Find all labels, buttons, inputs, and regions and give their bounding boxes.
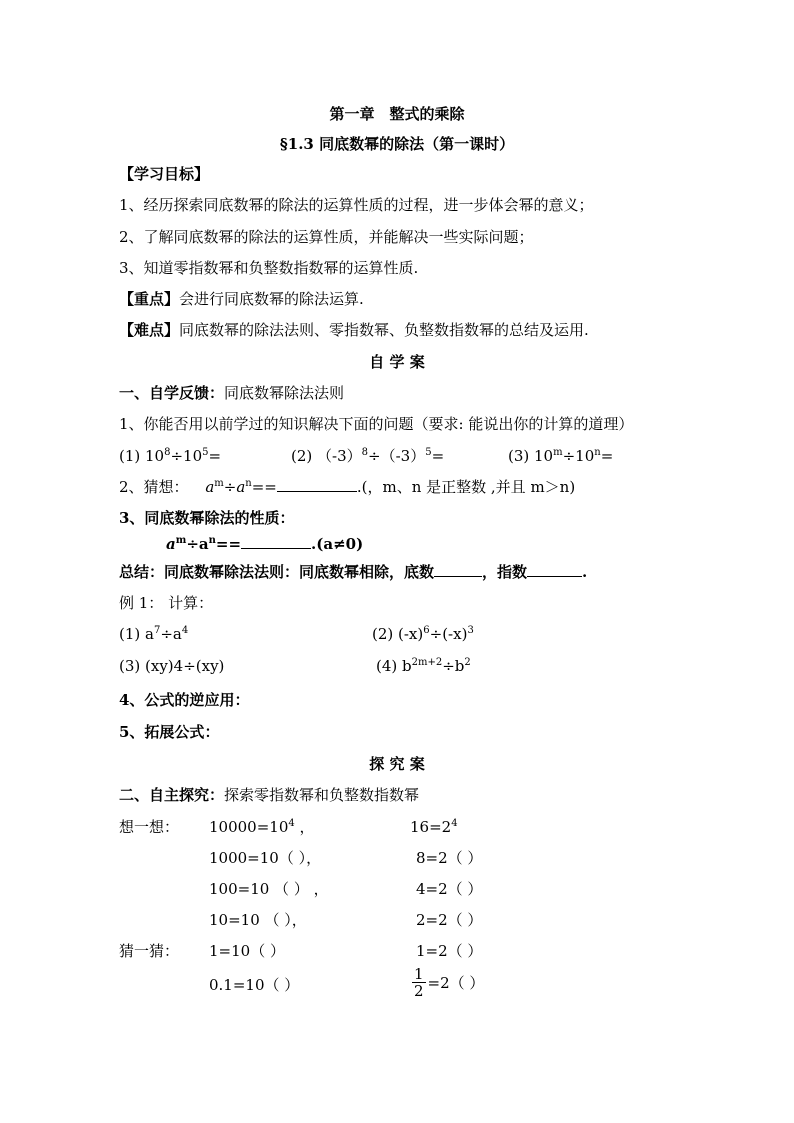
q2-exp1: m: [214, 478, 224, 489]
q1-item-2-div: ÷（-3）: [368, 447, 426, 465]
guess-row-1-right: 1=2（ ）: [416, 942, 483, 960]
explore-heading-text: 探索零指数幂和负整数指数幂: [224, 786, 420, 804]
q2-div: ÷a: [223, 478, 246, 496]
example-3: (3) (xy)4÷(xy): [119, 657, 225, 675]
summary-exponent-label: ，指数: [482, 563, 528, 581]
self-study-title: 自 学 案: [369, 353, 425, 371]
question-3: 3、同底数幂除法的性质：: [119, 509, 295, 527]
think-row-2-right: 8=2（ ）: [416, 849, 483, 867]
q3-base: a: [166, 535, 176, 553]
q1-item-3-exp1: m: [553, 447, 563, 458]
example-2: [372, 624, 474, 644]
guess-row-2-right-rest: =2（ ）: [427, 974, 485, 992]
q1-item-1-eq: =: [208, 447, 222, 465]
example-2-div: ÷(-x): [429, 625, 468, 643]
q2-exp2: n: [245, 478, 252, 489]
example-2-exp2: 3: [467, 625, 474, 636]
part1-heading: [119, 383, 344, 403]
example-4-exp1: 2m+2: [411, 657, 443, 668]
guess-row-2-left: 0.1=10（ ）: [209, 976, 300, 994]
guess-label: 猜一猜：: [119, 942, 180, 960]
q3-exp2: n: [208, 535, 216, 546]
key-point-label: 【重点】: [119, 290, 180, 308]
think-row-1-left-base: 10000=10: [209, 818, 289, 836]
think-row-1-right: [410, 817, 458, 837]
section-title: §1.3 同底数幂的除法（第一课时）: [279, 135, 515, 153]
think-row-4-right: 2=2（ ）: [416, 911, 483, 929]
difficulty-label: 【难点】: [119, 321, 180, 339]
example-1-base: (1) a: [119, 625, 154, 643]
q3-condition: .(a≠0): [311, 535, 364, 553]
one-half-fraction: [412, 966, 426, 999]
example-4-exp2: 2: [464, 657, 471, 668]
example-2-exp1: 6: [423, 625, 430, 636]
chapter-title: 第一章 整式的乘除: [329, 105, 465, 123]
think-label: 想一想：: [119, 818, 180, 836]
q1-item-2: [291, 446, 444, 466]
objectives-heading: 【学习目标】: [119, 165, 210, 183]
example-1-exp1: 7: [153, 625, 161, 636]
q2-condition: .(，m、n 是正整数 ,并且 m＞n): [356, 478, 576, 496]
key-point: [119, 289, 364, 309]
q1-item-1-exp1: 8: [164, 447, 171, 458]
fraction-denominator: 2: [414, 982, 424, 1000]
think-row-1-right-base: 16=2: [410, 818, 452, 836]
q1-item-2-exp2: 5: [425, 447, 432, 458]
question-4: 4、公式的逆应用：: [119, 691, 250, 709]
objective-item-1: 1、经历探索同底数幂的除法的运算性质的过程，进一步体会幂的意义；: [119, 196, 594, 214]
q1-item-2-base: (2) （-3）: [291, 447, 362, 465]
q1-item-1-exp2: 5: [202, 447, 209, 458]
think-row-3-left: 100=10 （ ） ，: [209, 880, 329, 898]
example-2-base: (2) (-x): [372, 625, 424, 643]
objective-item-3: 3、知道零指数幂和负整数指数幂的运算性质.: [119, 259, 419, 277]
q1-item-3-eq: =: [600, 447, 614, 465]
summary-end: .: [582, 563, 588, 581]
summary-base-blank[interactable]: [434, 562, 482, 577]
q1-item-1: [119, 446, 221, 466]
q1-item-1-div: ÷10: [170, 447, 203, 465]
guess-row-1-left: 1=10（ ）: [209, 942, 285, 960]
q2-answer-blank[interactable]: [277, 477, 357, 492]
q3-answer-blank[interactable]: [241, 534, 311, 549]
think-row-2-left: 1000=10（ ），: [209, 849, 322, 867]
q3-div: ÷a: [186, 535, 209, 553]
example-4-div: ÷b: [442, 657, 465, 675]
example-1-exp2: 4: [181, 625, 189, 636]
q1-item-2-eq: =: [431, 447, 445, 465]
think-row-3-right: 4=2（ ）: [416, 880, 483, 898]
q1-item-3-exp2: n: [594, 447, 601, 458]
think-row-1-left-exp: 4: [288, 818, 295, 829]
q2-eq: ==: [251, 478, 277, 496]
objective-item-2: 2、了解同底数幂的除法的运算性质，并能解决一些实际问题；: [119, 228, 534, 246]
difficulty: [119, 320, 589, 340]
example-1: [119, 624, 188, 644]
explore-heading: [119, 785, 419, 805]
example-label: 例 1： 计算：: [119, 594, 214, 612]
explore-heading-label: 二、自主探究：: [119, 786, 225, 804]
think-row-4-left: 10=10 （ ），: [209, 911, 307, 929]
example-1-div: ÷a: [160, 625, 182, 643]
summary-exponent-blank[interactable]: [527, 562, 582, 577]
q1-item-2-exp1: 8: [361, 447, 369, 458]
q1-item-1-base: (1) 10: [119, 447, 165, 465]
question-5: 5、拓展公式：: [119, 723, 220, 741]
q2-base: a: [205, 478, 215, 496]
part1-heading-label: 一、自学反馈：: [119, 384, 225, 402]
q2-label: 2、猜想：: [119, 478, 189, 496]
q3-formula: [166, 534, 363, 554]
fraction-numerator: 1: [414, 965, 424, 983]
q1-item-3-base: (3) 10: [508, 447, 554, 465]
think-row-1-left-sep: ，: [294, 818, 315, 836]
part1-heading-sub: 同底数幂除法法则: [224, 384, 345, 402]
q3-eq: ==: [215, 535, 242, 553]
guess-row-2-right: [412, 966, 484, 999]
explore-title: 探 究 案: [369, 755, 425, 773]
key-point-text: 会进行同底数幂的除法运算.: [179, 290, 364, 308]
question-2: [119, 477, 575, 497]
summary-text: 总结：同底数幂除法法则：同底数幂相除，底数: [119, 563, 435, 581]
question-1: 1、你能否用以前学过的知识解决下面的问题（要求: 能说出你的计算的道理）: [119, 415, 634, 433]
example-4: [376, 656, 471, 676]
summary: [119, 562, 587, 582]
q1-item-3-div: ÷10: [562, 447, 595, 465]
difficulty-text: 同底数幂的除法法则、零指数幂、负整数指数幂的总结及运用.: [179, 321, 589, 339]
example-4-base: (4) b: [376, 657, 412, 675]
think-row-1-right-exp: 4: [451, 818, 458, 829]
q3-exp1: m: [175, 535, 187, 546]
think-row-1-left: [209, 817, 315, 837]
q1-item-3: [508, 446, 613, 466]
